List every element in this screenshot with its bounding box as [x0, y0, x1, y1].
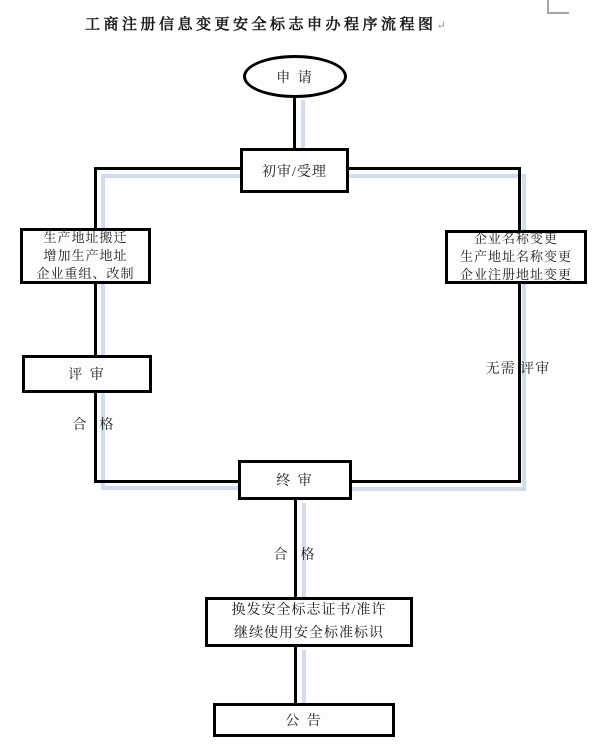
page-title: [85, 13, 446, 34]
flow-node-announcement: [213, 703, 395, 737]
edge-label-qualified-bottom: 合 格: [273, 548, 317, 563]
flow-node-initial-review: [240, 148, 349, 193]
shadow-connector-left-vertical-top: [101, 174, 105, 228]
connector-leftbox-to-review: [94, 283, 97, 355]
right-conditions-line1: 企业名称变更: [473, 231, 558, 246]
right-conditions-line3: 企业注册地址变更: [459, 267, 572, 282]
issue-certificate-line1: 换发安全标志证书/准许: [231, 603, 387, 618]
flow-node-start-label: 申 请: [276, 70, 314, 86]
connector-certificate-to-announcement: [294, 647, 297, 703]
connector-review-down: [94, 393, 97, 483]
flow-node-right-conditions: [445, 230, 587, 284]
flow-node-final-review: [238, 460, 352, 500]
left-conditions-line2: 增加生产地址: [43, 248, 128, 263]
shadow-connector-bottom-right-horizontal: [346, 487, 526, 491]
paragraph-mark: ↵: [436, 20, 446, 33]
shadow-connector-review-down: [101, 393, 105, 490]
issue-certificate-line2: 继续使用安全标准标识: [234, 626, 384, 641]
right-conditions-line2: 生产地址名称变更: [459, 249, 572, 264]
shadow-connector-rightbox-down: [522, 283, 526, 490]
flow-node-start: [243, 55, 347, 98]
flow-node-review-label: 评 审: [68, 368, 106, 383]
flow-node-final-review-label: 终 审: [276, 474, 314, 489]
connector-left-vertical-top: [94, 167, 97, 228]
page-title-text: 工商注册信息变更安全标志申办程序流程图: [85, 17, 437, 33]
shadow-connector-start-to-initial: [301, 100, 305, 150]
connector-rightbox-down: [518, 283, 521, 483]
shadow-connector-bottom-left-horizontal: [101, 486, 247, 490]
flow-node-initial-review-label: 初审/受理: [262, 164, 327, 180]
shadow-connector-right-vertical-top: [522, 174, 526, 230]
flow-node-issue-certificate: [205, 597, 413, 647]
connector-start-to-initial: [293, 97, 296, 150]
connector-initial-right-horizontal: [346, 167, 521, 170]
flow-node-announcement-label: 公 告: [285, 714, 323, 729]
flow-node-review: [22, 355, 152, 393]
left-conditions-line1: 生产地址搬迁: [43, 230, 128, 245]
flow-node-left-conditions: [20, 228, 151, 284]
connector-bottom-left-horizontal: [94, 480, 240, 483]
edge-label-qualified-left: 合 格: [72, 418, 116, 433]
shadow-connector-initial-right-horizontal: [348, 174, 526, 178]
shadow-connector-initial-left-horizontal: [101, 174, 244, 178]
shadow-connector-leftbox-to-review: [101, 283, 105, 355]
edge-label-no-review-needed: 无需 评审: [485, 362, 551, 377]
margin-crop-mark-horizontal: [547, 12, 569, 14]
left-conditions-line3: 企业重组、改制: [36, 266, 135, 281]
shadow-connector-certificate-to-announcement: [302, 650, 306, 703]
connector-bottom-right-horizontal: [350, 480, 521, 483]
connector-right-vertical-top: [518, 167, 521, 230]
connector-initial-left-horizontal: [94, 167, 242, 170]
